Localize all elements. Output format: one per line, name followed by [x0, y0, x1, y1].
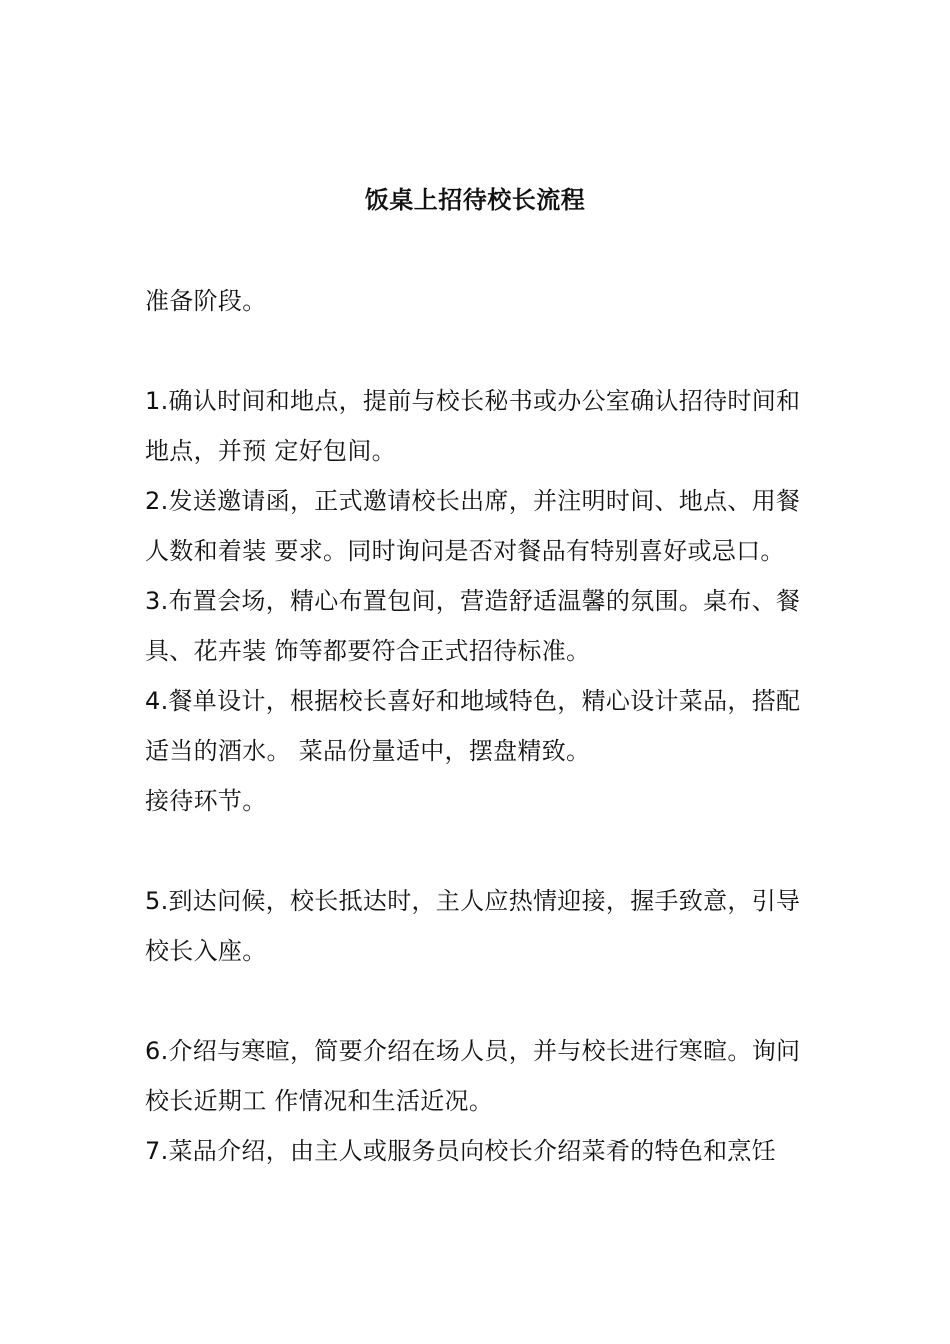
paragraph-gap — [145, 826, 815, 876]
list-item-4: 4.餐单设计，根据校长喜好和地域特色，精心设计菜品，搭配适当的酒水。 菜品份量适中，摆盘精致。 — [145, 687, 801, 765]
list-item-6: 6.介绍与寒暄，简要介绍在场人员，并与校长进行寒暄。询问校长近期工 作情况和生活近况。 — [145, 1037, 801, 1115]
document-title: 饭桌上招待校长流程 — [364, 186, 586, 214]
section-heading-reception: 接待环节。 — [145, 787, 267, 815]
list-item-5: 5.到达问候，校长抵达时，主人应热情迎接，握手致意，引导校长入座。 — [145, 887, 801, 965]
list-item-2: 2.发送邀请函，正式邀请校长出席，并注明时间、地点、用餐人数和着装 要求。同时询问是否对餐品有特别喜好或忌口。 — [145, 487, 801, 565]
paragraph-gap — [145, 976, 815, 1026]
section-heading-preparation: 准备阶段。 — [145, 287, 267, 315]
paragraph-gap — [145, 326, 815, 376]
list-item-7: 7.菜品介绍，由主人或服务员向校长介绍菜肴的特色和烹饪 — [145, 1137, 776, 1165]
list-item-3: 3.布置会场，精心布置包间，营造舒适温馨的氛围。桌布、餐具、花卉装 饰等都要符合正式招待标准。 — [145, 587, 801, 665]
document-body — [145, 276, 815, 1176]
list-item-1: 1.确认时间和地点，提前与校长秘书或办公室确认招待时间和地点，并预 定好包间。 — [145, 387, 801, 465]
